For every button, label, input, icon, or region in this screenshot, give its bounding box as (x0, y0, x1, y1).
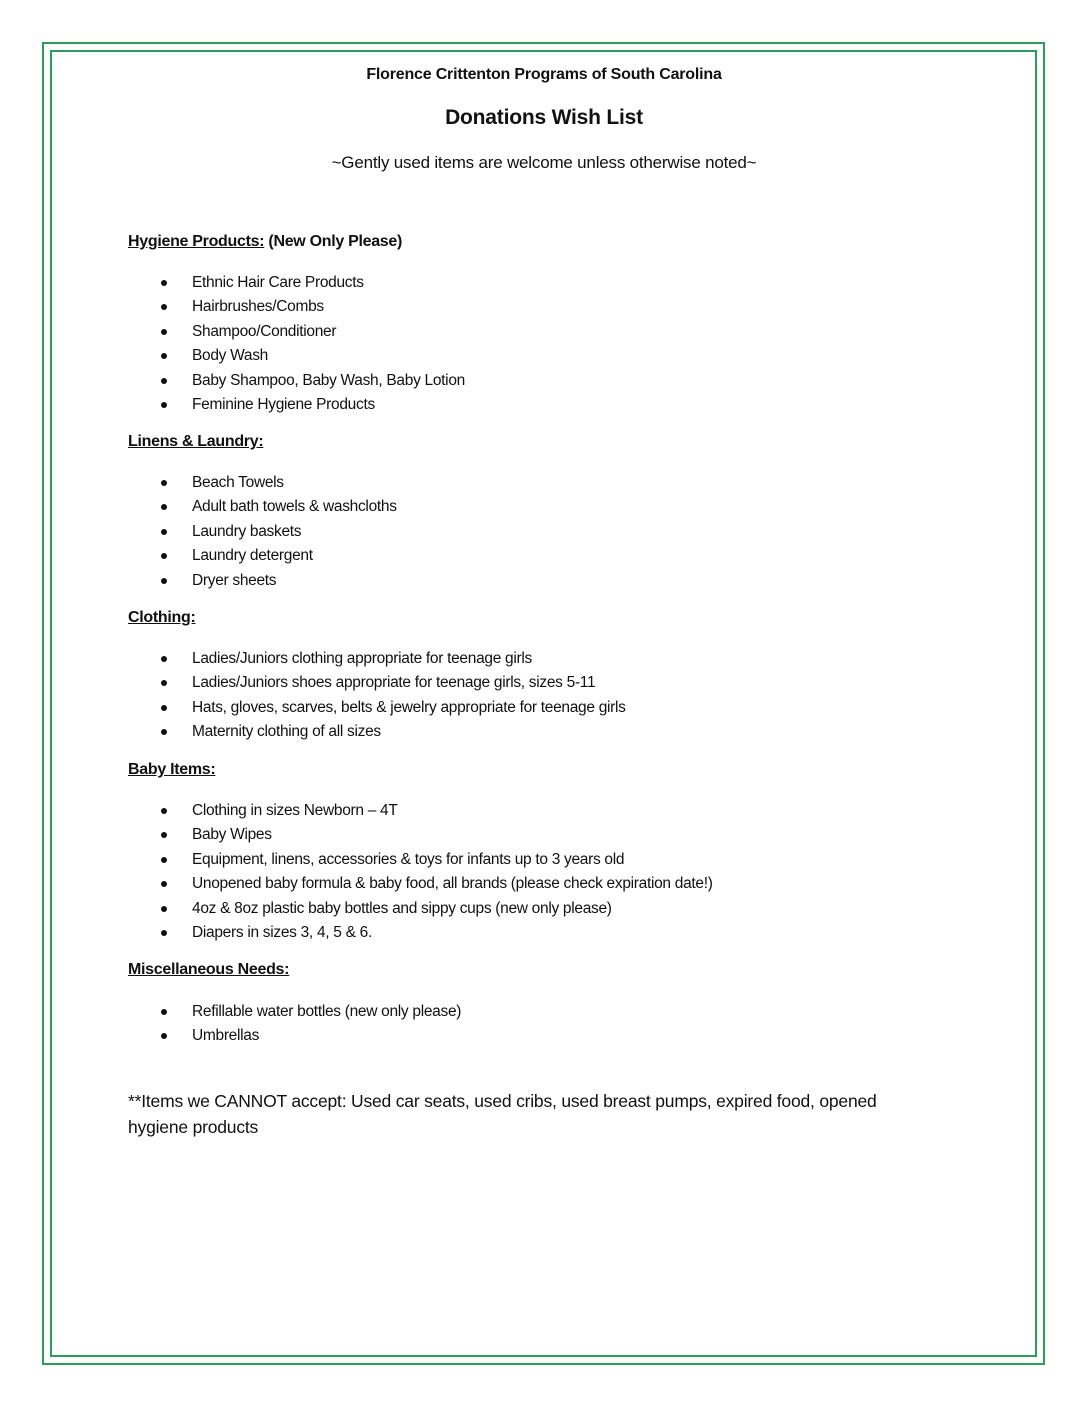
list-item-text: Baby Shampoo, Baby Wash, Baby Lotion (192, 371, 465, 389)
document-title: Donations Wish List (445, 106, 643, 129)
list-item-text: Ethnic Hair Care Products (192, 274, 364, 291)
bullet-icon (161, 280, 167, 286)
section-heading-label: Linens & Laundry: (128, 433, 264, 450)
bullet-icon (161, 578, 167, 584)
bullet-icon (161, 378, 167, 384)
section-heading-label: Hygiene Products: (128, 233, 265, 250)
bullet-icon (161, 705, 167, 711)
bullet-icon (161, 529, 167, 535)
bullet-icon (161, 906, 167, 912)
list-item-text: Maternity clothing of all sizes (192, 723, 381, 741)
list-item-text: Unopened baby formula & baby food, all brands (please check expiration date!) (192, 875, 713, 893)
list-item-text: Baby Wipes (192, 826, 272, 844)
list-item-text: Beach Towels (192, 474, 284, 491)
list-item-text: Diapers in sizes 3, 4, 5 & 6. (192, 923, 372, 941)
list-item-text: Feminine Hygiene Products (192, 395, 375, 413)
list-item-text: 4oz & 8oz plastic baby bottles and sippy cups (new only please) (192, 899, 612, 917)
list-item-text: Ladies/Juniors shoes appropriate for teenage girls, sizes 5-11 (192, 674, 596, 692)
list-item-text: Dryer sheets (192, 571, 277, 589)
list-item-text: Clothing in sizes Newborn – 4T (192, 802, 398, 819)
section-heading-hygiene (128, 233, 402, 251)
section-heading-linens (128, 433, 263, 451)
list-item-text: Equipment, linens, accessories & toys for infants up to 3 years old (192, 850, 625, 868)
bullet-icon (161, 329, 167, 335)
list-item-text: Laundry baskets (192, 522, 302, 540)
list-item-text: Laundry detergent (192, 547, 313, 565)
section-heading-label: Baby Items: (128, 761, 216, 778)
bullet-icon (161, 480, 167, 486)
bullet-icon (161, 808, 167, 814)
list-item-text: Hairbrushes/Combs (192, 298, 324, 316)
bullet-icon (161, 656, 167, 662)
list-item-text: Hats, gloves, scarves, belts & jewelry appropriate for teenage girls (192, 698, 626, 716)
bullet-icon (161, 1009, 167, 1015)
section-heading-baby-items (128, 761, 215, 779)
list-item-text: Adult bath towels & washcloths (192, 498, 397, 516)
section-heading-note: (New Only Please) (264, 233, 403, 250)
list-item-text: Body Wash (192, 347, 268, 365)
list-item-text: Ladies/Juniors clothing appropriate for teenage girls (192, 650, 532, 667)
section-heading-clothing (128, 609, 196, 627)
bullet-icon (161, 930, 167, 936)
cannot-accept-notice: **Items we CANNOT accept: Used car seats, used cribs, used breast pumps, expired food, opened hygiene products (128, 1091, 877, 1137)
bullet-icon (161, 857, 167, 863)
list-item-text: Umbrellas (192, 1027, 260, 1045)
bullet-icon (161, 402, 167, 408)
section-heading-label: Miscellaneous Needs: (128, 961, 290, 978)
section-heading-miscellaneous (128, 961, 289, 979)
organization-title: Florence Crittenton Programs of South Carolina (366, 66, 722, 83)
list-item-text: Shampoo/Conditioner (192, 322, 337, 340)
list-item-text: Refillable water bottles (new only please) (192, 1003, 462, 1020)
section-heading-label: Clothing: (128, 609, 196, 626)
document-subtitle: ~Gently used items are welcome unless otherwise noted~ (331, 153, 757, 172)
